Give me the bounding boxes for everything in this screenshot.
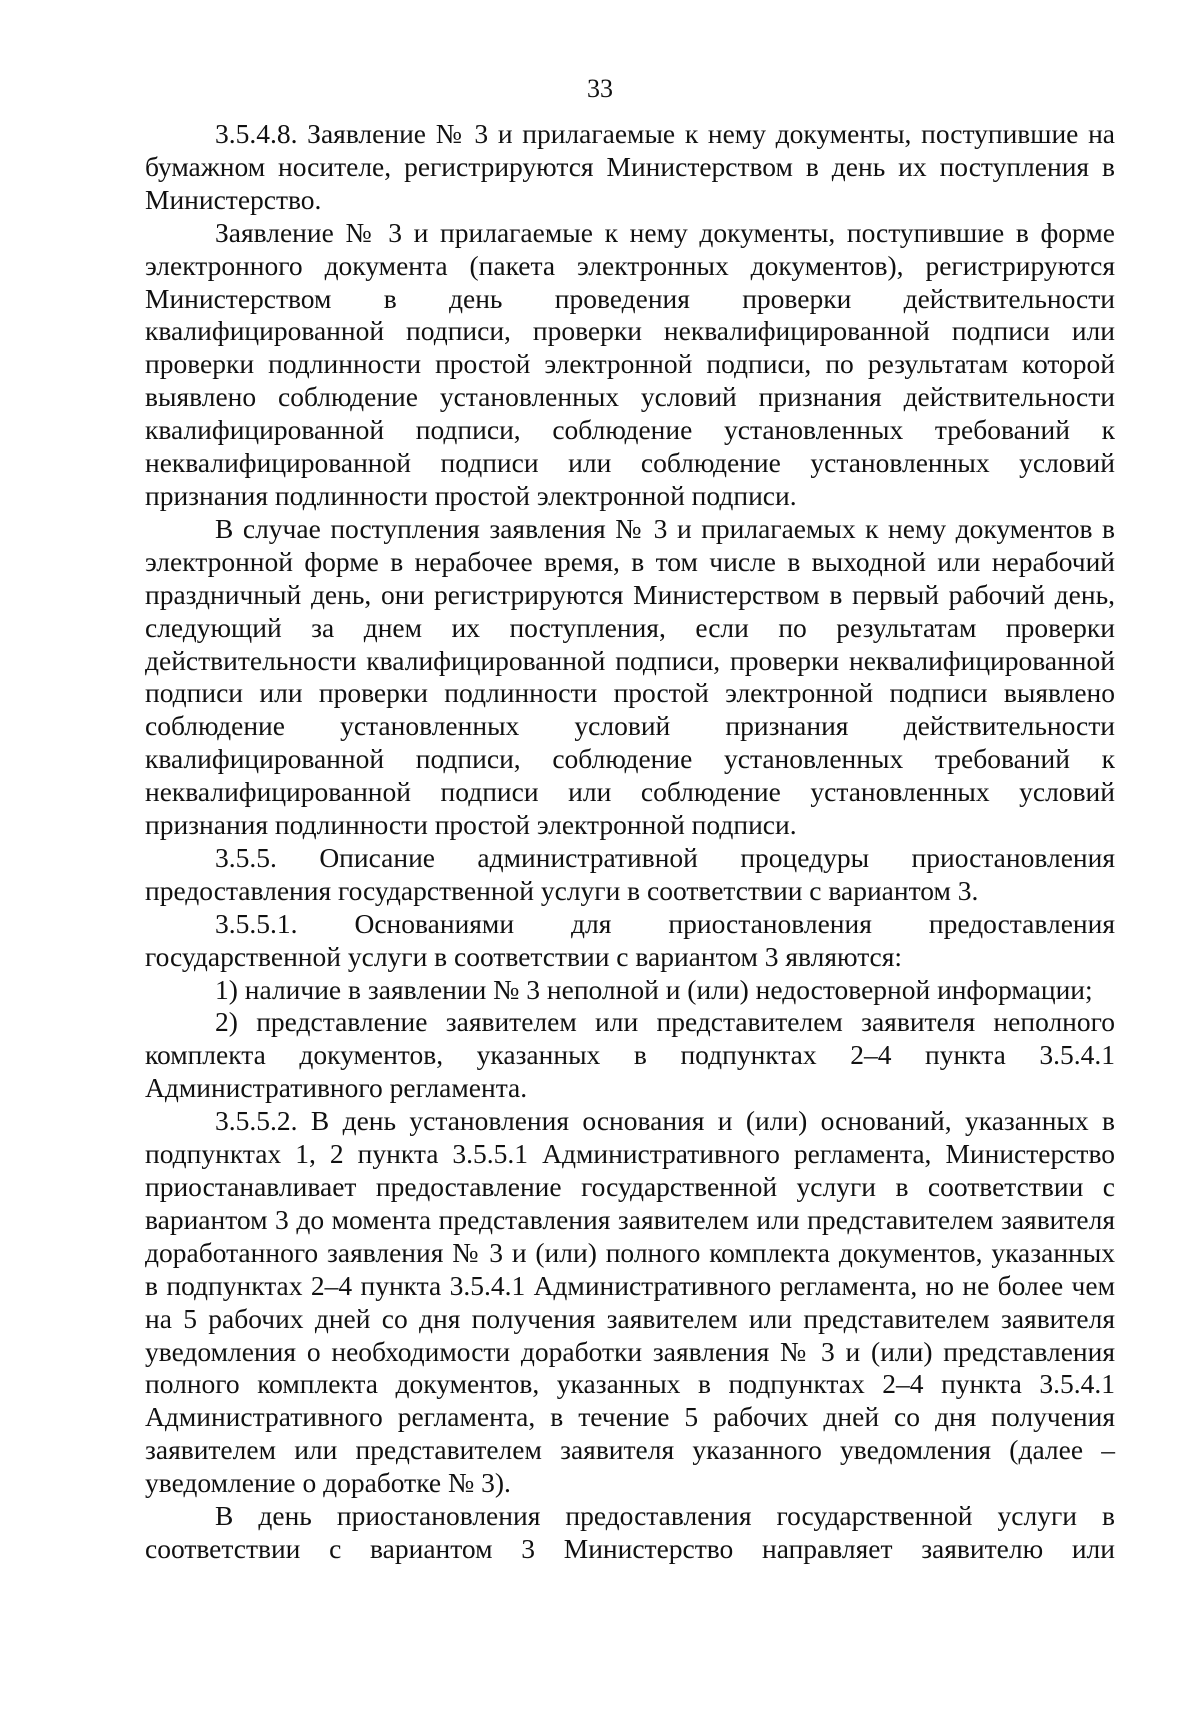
paragraph-3-5-5: 3.5.5. Описание административной процедуры приостановления предоставления государственной услуги в соответствии с вариантом 3. [145, 841, 1115, 906]
paragraph-3-5-4-8: 3.5.4.8. Заявление № 3 и прилагаемые к нему документы, поступившие на бумажном носителе, регистрируются Министерством в день их поступления в Министерство. [145, 118, 1115, 215]
paragraph-non-working-time: В случае поступления заявления № 3 и прилагаемых к нему документов в электронной форме в нерабочее время, в том числе в выходной или нерабочий праздничный день, они регистрируются Министерством в первый рабочий день, следующий за днем их поступления, если по результатам проверки действительности квалифицированной подписи, проверки неквалифицированной подписи или проверки подлинности простой электронной подписи выявлено соблюдение установленных условий признания действительности квалифицированной подписи, соблюдение установленных требований к неквалифицированной подписи или соблюдение установленных условий признания подлинности простой электронной подписи. [145, 512, 1115, 841]
list-item-1: 1) наличие в заявлении № 3 неполной и (или) недостоверной информации; [215, 973, 1093, 1005]
paragraph-electronic-registration: Заявление № 3 и прилагаемые к нему документы, поступившие в форме электронного документа (пакета электронных документов), регистрируются Министерством в день проведения проверки действительности квалифицированной подписи, проверки неквалифицированной подписи или проверки подлинности простой электронной подписи, по результатам которой выявлено соблюдение установленных условий признания действительности квалифицированной подписи, соблюдение установленных требований к неквалифицированной подписи или соблюдение установленных условий признания подлинности простой электронной подписи. [145, 216, 1115, 511]
document-body [145, 118, 1115, 1566]
paragraph-suspension-day: В день приостановления предоставления государственной услуги в соответствии с вариантом 3 Министерство направляет заявителю или [145, 1500, 1115, 1564]
paragraph-3-5-5-2: 3.5.5.2. В день установления основания и (или) оснований, указанных в подпунктах 1, 2 пункта 3.5.5.1 Административного регламента, Министерство приостанавливает предоставление государственной услуги в соответствии с вариантом 3 до момента представления заявителем или представителем заявителя доработанного заявления № 3 и (или) полного комплекта документов, указанных в подпунктах 2–4 пункта 3.5.4.1 Административного регламента, но не более чем на 5 рабочих дней со дня получения заявителем или представителем заявителя уведомления о необходимости доработки заявления № 3 и (или) представления полного комплекта документов, указанных в подпунктах 2–4 пункта 3.5.4.1 Административного регламента, в течение 5 рабочих дней со дня получения заявителем или представителем заявителя указанного уведомления (далее – уведомление о доработке № 3). [145, 1105, 1115, 1499]
page-number: 33 [587, 74, 613, 103]
list-item-2: 2) представление заявителем или представителем заявителя неполного комплекта документов, указанных в подпунктах 2–4 пункта 3.5.4.1 Административного регламента. [145, 1006, 1115, 1104]
paragraph-3-5-5-1: 3.5.5.1. Основаниями для приостановления предоставления государственной услуги в соответствии с вариантом 3 являются: [145, 907, 1115, 972]
